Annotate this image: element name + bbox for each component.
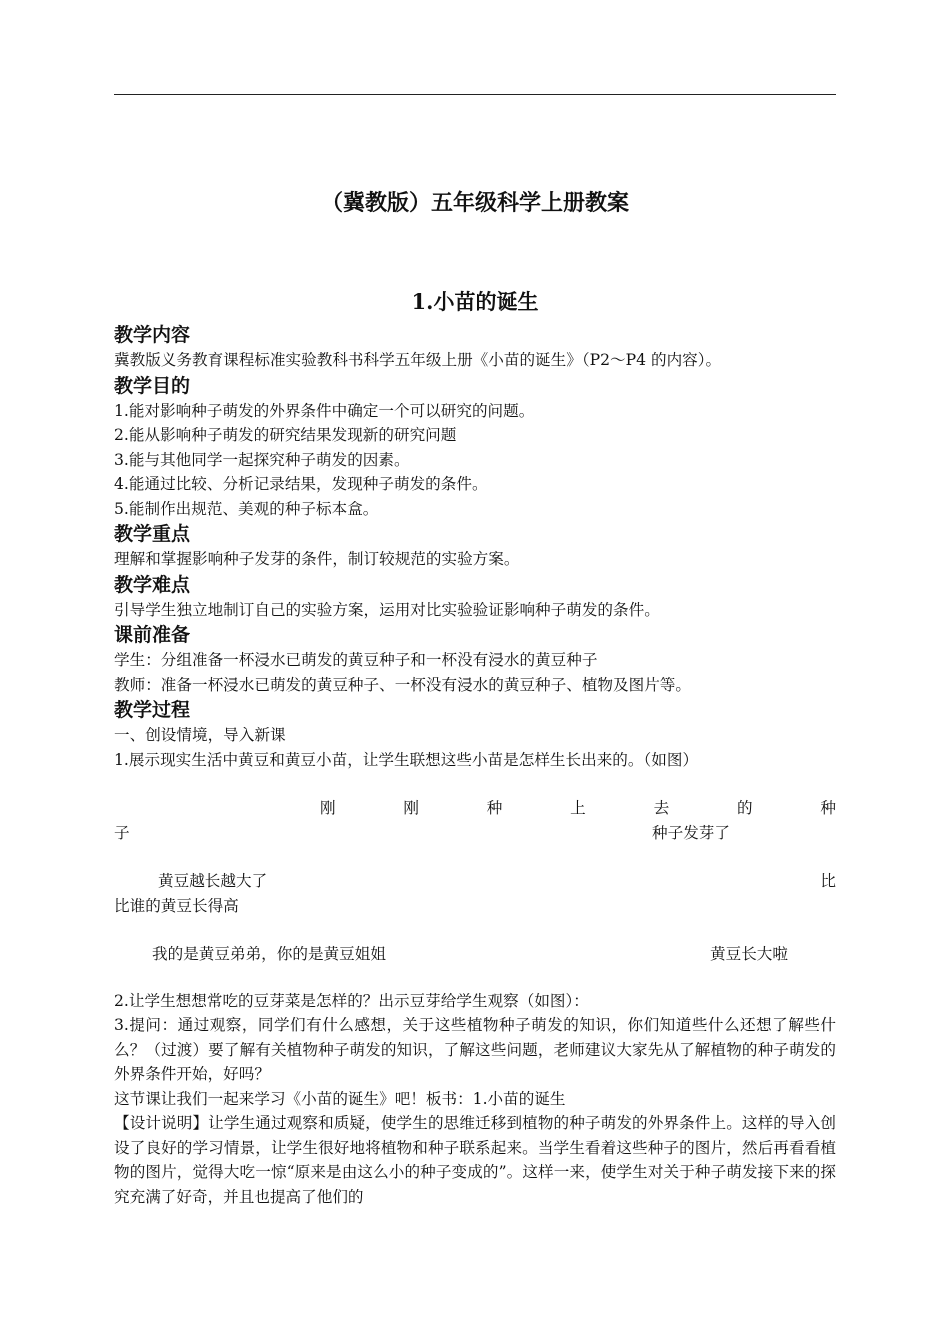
board-note: 这节课让我们一起来学习《小苗的诞生》吧！板书：1.小苗的诞生 <box>114 1089 566 1108</box>
prep-teacher: 教师：准备一杯浸水已萌发的黄豆种子、一杯没有浸水的黄豆种子、植物及图片等。 <box>114 675 691 694</box>
goal-item: 2.能从影响种子萌发的研究结果发现新的研究问题 <box>114 426 457 444</box>
focus-text: 理解和掌握影响种子发芽的条件，制订较规范的实验方案。 <box>114 550 520 568</box>
caption-text: 比 <box>820 872 836 890</box>
lesson-title: 1.小苗的诞生 <box>411 289 539 314</box>
heading-difficulty: 教学难点 <box>114 573 191 596</box>
caption-text: 种子发芽了 <box>652 823 730 842</box>
heading-focus: 教学重点 <box>114 523 191 545</box>
caption-char: 种 <box>820 799 836 817</box>
header-rule <box>114 94 836 95</box>
caption-text: 黄豆越长越大了 <box>158 872 268 890</box>
caption-row-1-cont <box>114 821 836 846</box>
document-body <box>114 322 836 1209</box>
process-step1: 1.展示现实生活中黄豆和黄豆小苗，让学生联想这些小苗是怎样生长出来的。（如图） <box>114 750 699 769</box>
goal-item: 1.能对影响种子萌发的外界条件中确定一个可以研究的问题。 <box>114 401 535 420</box>
heading-process: 教学过程 <box>114 699 191 721</box>
process-step3: 3.提问：通过观察，同学们有什么感想，关于这些植物种子萌发的知识，你们知道些什么还想了解些什么？（过渡）要了解有关植物种子萌发的知识，了解这些问题，老师建议大家先从了解植物的种子萌发的外界条件开始，好吗？ <box>114 1016 836 1083</box>
caption-char: 上 <box>570 799 586 817</box>
caption-text: 比谁的黄豆长得高 <box>114 896 239 915</box>
design-note: 【设计说明】让学生通过观察和质疑，使学生的思维迁移到植物的种子萌发的外界条件上。这样的导入创设了良好的学习情景，让学生很好地将植物和种子联系起来。当学生看着这些种子的图片，然后再看看植物的图片，觉得大吃一惊“原来是由这么小的种子变成的”。这样一来，使学生对关于种子萌发接下来的探究充满了好奇，并且也提高了他们的 <box>114 1114 836 1206</box>
caption-text: 子 <box>114 823 130 842</box>
prep-student: 学生：分组准备一杯浸水已萌发的黄豆种子和一杯没有浸水的黄豆种子 <box>114 651 598 669</box>
caption-row-1 <box>114 796 836 821</box>
content-text: 冀教版义务教育课程标准实验教科书科学五年级上册《小苗的诞生》（P2～P4 的内容）。 <box>114 351 722 369</box>
caption-char: 刚 <box>320 799 336 817</box>
caption-char: 去 <box>653 799 670 817</box>
spacer <box>114 845 836 869</box>
process-step2: 2.让学生想想常吃的豆芽菜是怎样的？出示豆芽给学生观察（如图）： <box>114 991 589 1010</box>
spacer <box>114 967 836 989</box>
caption-char: 的 <box>736 799 753 817</box>
process-intro: 一、创设情境，导入新课 <box>114 726 286 744</box>
caption-char: 刚 <box>403 799 419 817</box>
caption-text: 黄豆长大啦 <box>710 945 788 963</box>
heading-goals: 教学目的 <box>114 374 191 397</box>
goal-item: 4.能通过比较、分析记录结果，发现种子萌发的条件。 <box>114 475 488 493</box>
goal-item: 3.能与其他同学一起探究种子萌发的因素。 <box>114 450 410 469</box>
caption-row-3 <box>114 942 836 967</box>
caption-char: 种 <box>486 799 503 817</box>
difficulty-text: 引导学生独立地制订自己的实验方案，运用对比实验验证影响种子萌发的条件。 <box>114 600 660 619</box>
caption-row-2 <box>114 869 836 894</box>
heading-prep: 课前准备 <box>114 624 191 646</box>
goal-item: 5.能制作出规范、美观的种子标本盒。 <box>114 499 379 518</box>
heading-content: 教学内容 <box>114 324 191 346</box>
document-title: （冀教版）五年级科学上册教案 <box>320 190 629 216</box>
spacer <box>114 918 836 942</box>
caption-text: 我的是黄豆弟弟，你的是黄豆姐姐 <box>152 945 386 963</box>
spacer <box>114 772 836 796</box>
